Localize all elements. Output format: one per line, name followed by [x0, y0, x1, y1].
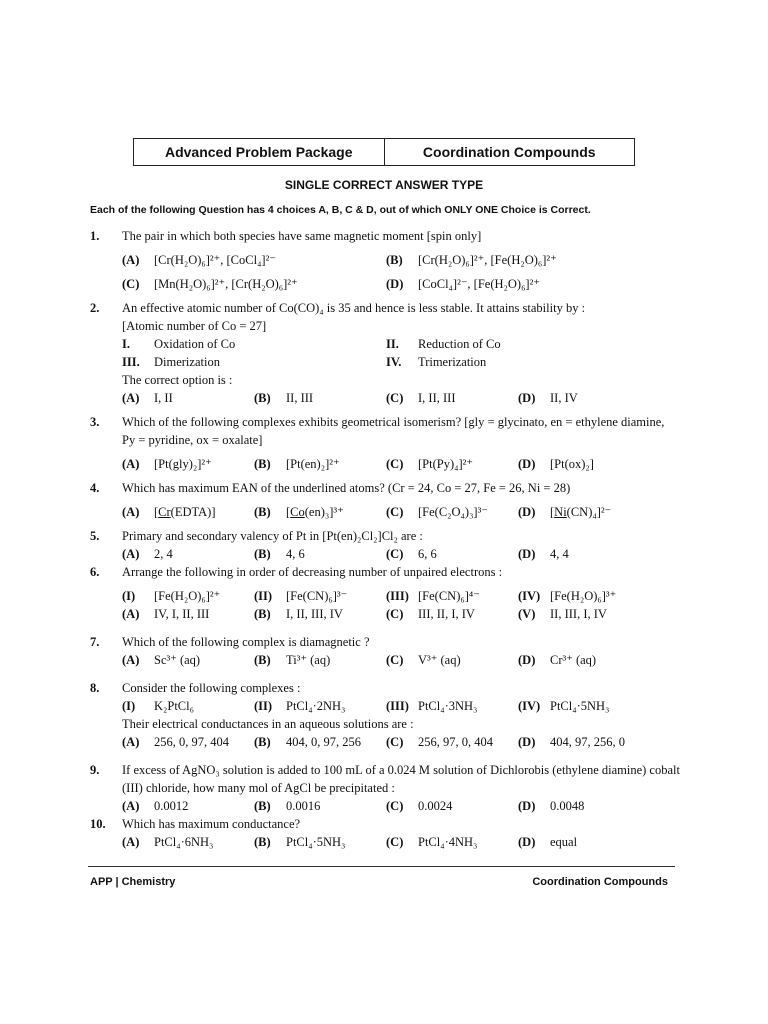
option-text: 6, 6 [418, 547, 437, 561]
option-text: [Mn(H₂O)₆]²⁺, [Cr(H₂O)₆]²⁺ [154, 277, 298, 291]
complex-label: (IV) [518, 699, 541, 713]
question-7 [90, 633, 680, 669]
instructions: Each of the following Question has 4 choices A, B, C & D, out of which ONLY ONE Choice is Correct. [90, 204, 591, 216]
option-text: [Cr(H₂O)₆]²⁺, [Fe(H₂O)₆]²⁺ [418, 253, 557, 267]
option-text: [Pt(en)₂]²⁺ [286, 457, 340, 471]
question-text: Which has maximum EAN of the underlined atoms? (Cr = 24, Co = 27, Fe = 26, Ni = 28) [122, 481, 571, 495]
option-label: (A) [122, 607, 140, 621]
species-text: [Fe(H₂O)₆]²⁺ [154, 589, 221, 603]
option-label: (A) [122, 547, 140, 561]
option-label: (C) [386, 391, 404, 405]
complex-text: K₂PtCl₆ [154, 699, 194, 713]
species-iv [518, 587, 650, 605]
header-right: Coordination Compounds [384, 139, 635, 165]
species-text: [Fe(H₂O)₆]³⁺ [550, 589, 617, 603]
option-a [122, 605, 254, 623]
question-text: If excess of AgNO₃ solution is added to 100 mL of a 0.024 M solution of Dichlorobis (ethylene diamine) cobalt (III) chloride, how many mol of AgCl be precipitated : [122, 763, 680, 795]
option-text: [Pt(ox)₂] [550, 457, 594, 471]
statement-iii [122, 353, 386, 371]
question-text: Arrange the following in order of decreasing number of unpaired electrons : [122, 565, 503, 579]
footer-right: Coordination Compounds [532, 876, 668, 888]
option-label: (C) [386, 505, 404, 519]
question-prompt: Their electrical conductances in an aqueous solutions are : [122, 717, 414, 731]
underlined-atom: Ni [554, 505, 567, 519]
option-label: (B) [254, 505, 271, 519]
header-left: Advanced Problem Package [164, 144, 353, 160]
complex-text: PtCl₄·3NH₃ [418, 699, 478, 713]
option-d [518, 733, 650, 751]
question-number: 8. [90, 681, 100, 695]
option-d [518, 651, 650, 669]
option-a [122, 389, 254, 407]
question-2 [90, 299, 680, 407]
species-label: (III) [386, 589, 409, 603]
question-number: 10. [90, 817, 106, 831]
option-a [122, 251, 386, 269]
option-text: I, II, III [418, 391, 456, 405]
statement-text: Oxidation of Co [154, 337, 236, 351]
option-v [518, 605, 650, 623]
option-label: (D) [518, 653, 536, 667]
species-i [122, 587, 254, 605]
option-label: (A) [122, 391, 140, 405]
option-a [122, 545, 254, 563]
option-label: (D) [386, 277, 404, 291]
question-8 [90, 679, 680, 751]
option-text: 404, 97, 256, 0 [550, 735, 625, 749]
option-d [518, 455, 650, 473]
option-text: Sc³⁺ (aq) [154, 653, 201, 667]
option-text: V³⁺ (aq) [418, 653, 461, 667]
question-text: Which has maximum conductance? [122, 817, 301, 831]
option-label: (C) [122, 277, 140, 291]
option-b [254, 503, 386, 521]
option-text: [Pt(gly)₂]²⁺ [154, 457, 212, 471]
option-text: 4, 6 [286, 547, 305, 561]
complex-text: PtCl₄·2NH₃ [286, 699, 346, 713]
option-text: [Co(en)₃]³⁺ [286, 505, 344, 519]
option-a [122, 797, 254, 815]
option-text: II, IV [550, 391, 578, 405]
question-list [90, 227, 680, 851]
option-label: (A) [122, 835, 140, 849]
statement-label: I. [122, 337, 130, 351]
option-label: (A) [122, 505, 140, 519]
option-text: PtCl₄·6NH₃ [154, 835, 214, 849]
option-label: (C) [386, 607, 404, 621]
footer-divider [88, 866, 675, 867]
statement-i [122, 335, 386, 353]
statement-label: IV. [386, 355, 402, 369]
option-label: (B) [254, 799, 271, 813]
option-d [518, 545, 650, 563]
option-b [386, 251, 650, 269]
complex-iv [518, 697, 650, 715]
option-b [254, 651, 386, 669]
question-10 [90, 815, 680, 851]
option-c [386, 797, 518, 815]
question-number: 9. [90, 763, 100, 777]
statement-ii [386, 335, 650, 353]
species-label: (I) [122, 589, 136, 603]
option-c [386, 545, 518, 563]
question-3 [90, 413, 680, 473]
option-c [386, 733, 518, 751]
option-a [122, 833, 254, 851]
statement-label: III. [122, 355, 140, 369]
option-label: (A) [122, 653, 140, 667]
option-label: (B) [254, 391, 271, 405]
underlined-atom: Co [290, 505, 305, 519]
complex-ii [254, 697, 386, 715]
species-ii [254, 587, 386, 605]
question-number: 7. [90, 635, 100, 649]
option-text: IV, I, II, III [154, 607, 210, 621]
option-text: 256, 0, 97, 404 [154, 735, 229, 749]
option-label: (B) [254, 607, 271, 621]
option-b [254, 797, 386, 815]
option-label: (V) [518, 607, 536, 621]
option-c [386, 605, 518, 623]
question-text: An effective atomic number of Co(CO)₄ is 35 and hence is less stable. It attains stability by : [122, 301, 586, 315]
question-text: Which of the following complex is diamagnetic ? [122, 635, 370, 649]
header-box [133, 138, 635, 166]
option-a [122, 455, 254, 473]
complex-label: (III) [386, 699, 409, 713]
question-text: Consider the following complexes : [122, 681, 301, 695]
option-text: II, III, I, IV [550, 607, 607, 621]
question-9 [90, 761, 680, 815]
option-b [254, 545, 386, 563]
option-label: (B) [254, 547, 271, 561]
option-label: (D) [518, 735, 536, 749]
complex-label: (II) [254, 699, 273, 713]
option-d [518, 833, 650, 851]
option-text: Cr³⁺ (aq) [550, 653, 597, 667]
option-label: (C) [386, 835, 404, 849]
option-label: (D) [518, 547, 536, 561]
option-text: I, II [154, 391, 173, 405]
complex-text: PtCl₄·5NH₃ [550, 699, 610, 713]
option-label: (C) [386, 799, 404, 813]
question-4 [90, 479, 680, 521]
option-text: [Fe(C₂O₄)₃]³⁻ [418, 505, 488, 519]
question-1 [90, 227, 680, 293]
species-iii [386, 587, 518, 605]
option-text: [Cr(EDTA)] [154, 505, 216, 519]
option-text: [Ni(CN)₄]²⁻ [550, 505, 612, 519]
question-text: Which of the following complexes exhibits geometrical isomerism? [gly = glycinato, en = ethylene diamine, Py = pyridine, ox = oxalate] [122, 415, 665, 447]
option-c [386, 389, 518, 407]
option-b [254, 605, 386, 623]
option-text: II, III [286, 391, 314, 405]
option-a [122, 733, 254, 751]
statement-iv [386, 353, 650, 371]
option-label: (D) [518, 835, 536, 849]
complex-iii [386, 697, 518, 715]
statement-label: II. [386, 337, 399, 351]
option-text: III, II, I, IV [418, 607, 475, 621]
species-text: [Fe(CN)₆]⁴⁻ [418, 589, 480, 603]
question-number: 5. [90, 529, 100, 543]
option-c [386, 651, 518, 669]
question-number: 4. [90, 481, 100, 495]
question-text: Primary and secondary valency of Pt in [Pt(en)₂Cl₂]Cl₂ are : [122, 529, 423, 543]
option-text: PtCl₄·5NH₃ [286, 835, 346, 849]
option-a [122, 503, 254, 521]
option-label: (B) [254, 457, 271, 471]
statement-text: Reduction of Co [418, 337, 501, 351]
question-prompt: The correct option is : [122, 373, 233, 387]
option-b [254, 733, 386, 751]
species-text: [Fe(CN)₆]³⁻ [286, 589, 348, 603]
complex-label: (I) [122, 699, 136, 713]
species-label: (II) [254, 589, 273, 603]
option-c [386, 503, 518, 521]
option-label: (B) [386, 253, 403, 267]
question-number: 2. [90, 301, 100, 315]
option-label: (A) [122, 799, 140, 813]
footer-left: APP | Chemistry [90, 876, 176, 888]
option-text: 0.0016 [286, 799, 321, 813]
question-text: The pair in which both species have same magnetic moment [spin only] [122, 229, 482, 243]
option-text: 0.0024 [418, 799, 453, 813]
option-c [386, 833, 518, 851]
option-label: (C) [386, 653, 404, 667]
option-label: (A) [122, 457, 140, 471]
option-a [122, 651, 254, 669]
option-label: (A) [122, 735, 140, 749]
option-d [386, 275, 650, 293]
option-text: [Pt(Py)₄]²⁺ [418, 457, 473, 471]
option-text: PtCl₄·4NH₃ [418, 835, 478, 849]
option-label: (D) [518, 391, 536, 405]
option-text: 256, 97, 0, 404 [418, 735, 493, 749]
section-title: SINGLE CORRECT ANSWER TYPE [284, 178, 484, 192]
option-text: 0.0012 [154, 799, 189, 813]
option-c [122, 275, 386, 293]
complex-i [122, 697, 254, 715]
option-text: I, II, III, IV [286, 607, 343, 621]
question-note: [Atomic number of Co = 27] [122, 319, 267, 333]
question-number: 6. [90, 565, 100, 579]
option-label: (D) [518, 799, 536, 813]
option-text: 4, 4 [550, 547, 569, 561]
option-c [386, 455, 518, 473]
option-label: (B) [254, 835, 271, 849]
question-number: 1. [90, 229, 100, 243]
option-b [254, 455, 386, 473]
option-label: (B) [254, 735, 271, 749]
question-5 [90, 527, 680, 563]
option-text: Ti³⁺ (aq) [286, 653, 331, 667]
underlined-atom: Cr [158, 505, 171, 519]
question-6 [90, 563, 680, 623]
question-number: 3. [90, 415, 100, 429]
option-label: (D) [518, 457, 536, 471]
option-label: (C) [386, 457, 404, 471]
option-label: (C) [386, 735, 404, 749]
option-text: 404, 0, 97, 256 [286, 735, 361, 749]
option-label: (A) [122, 253, 140, 267]
option-text: equal [550, 835, 578, 849]
option-label: (C) [386, 547, 404, 561]
option-text: 0.0048 [550, 799, 585, 813]
statement-text: Dimerization [154, 355, 220, 369]
option-text: [CoCl₄]²⁻, [Fe(H₂O)₆]²⁺ [418, 277, 540, 291]
statement-text: Trimerization [418, 355, 487, 369]
option-d [518, 389, 650, 407]
option-label: (B) [254, 653, 271, 667]
option-b [254, 389, 386, 407]
species-label: (IV) [518, 589, 541, 603]
option-text: 2, 4 [154, 547, 173, 561]
option-b [254, 833, 386, 851]
option-label: (D) [518, 505, 536, 519]
option-d [518, 503, 650, 521]
option-d [518, 797, 650, 815]
option-text: [Cr(H₂O)₆]²⁺, [CoCl₄]²⁻ [154, 253, 276, 267]
